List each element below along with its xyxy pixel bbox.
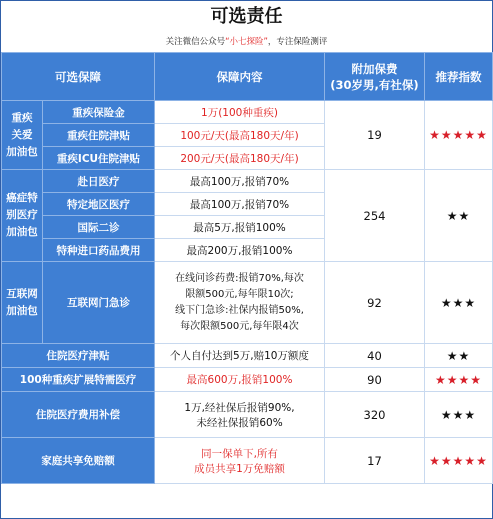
subtitle-suffix: ，专注保险测评 <box>267 37 328 47</box>
item-name: 特种进口药品费用 <box>43 239 155 262</box>
table-row <box>2 101 493 124</box>
item-content: 同一保单下,所有 成员共享1万免赔额 <box>155 438 325 484</box>
item-content: 个人自付达到5万,赔10万额度 <box>155 344 325 368</box>
item-content: 最高5万,报销100% <box>155 216 325 239</box>
table-header-row <box>2 53 493 101</box>
item-name: 100种重疾扩展特需医疗 <box>2 368 155 392</box>
table-row <box>2 392 493 438</box>
rating-stars: ★★★ <box>425 262 493 344</box>
item-name: 重疾保险金 <box>43 101 155 124</box>
table-row <box>2 170 493 193</box>
item-name: 国际二诊 <box>43 216 155 239</box>
price-cell: 90 <box>325 368 425 392</box>
header-rating: 推荐指数 <box>425 53 493 101</box>
table-row <box>2 262 493 344</box>
item-content: 200元/天(最高180天/年) <box>155 147 325 170</box>
price-cell: 254 <box>325 170 425 262</box>
header-price-line2: (30岁男,有社保) <box>330 77 419 92</box>
rating-stars: ★★★★★ <box>425 438 493 484</box>
group-cancer-special: 癌症特 别医疗 加油包 <box>2 170 43 262</box>
table-row <box>2 368 493 392</box>
item-content: 1万,经社保后报销90%, 未经社保报销60% <box>155 392 325 438</box>
rating-stars: ★★★★★ <box>425 101 493 170</box>
item-name: 住院医疗费用补偿 <box>2 392 155 438</box>
item-name: 特定地区医疗 <box>43 193 155 216</box>
item-name: 家庭共享免赔额 <box>2 438 155 484</box>
item-content: 最高100万,报销70% <box>155 170 325 193</box>
header-price <box>325 53 425 101</box>
price-cell: 320 <box>325 392 425 438</box>
options-table <box>1 52 493 484</box>
page-title: 可选责任 <box>210 6 283 27</box>
item-name: 住院医疗津贴 <box>2 344 155 368</box>
price-cell: 92 <box>325 262 425 344</box>
header-optional: 可选保障 <box>2 53 155 101</box>
group-critical-care: 重疾 关爱 加油包 <box>2 101 43 170</box>
group-internet: 互联网 加油包 <box>2 262 43 344</box>
item-content: 最高600万,报销100% <box>155 368 325 392</box>
item-content: 最高100万,报销70% <box>155 193 325 216</box>
item-content: 最高200万,报销100% <box>155 239 325 262</box>
item-name: 赴日医疗 <box>43 170 155 193</box>
item-name: 互联网门急诊 <box>43 262 155 344</box>
price-cell: 40 <box>325 344 425 368</box>
item-content: 100元/天(最高180天/年) <box>155 124 325 147</box>
table-row <box>2 438 493 484</box>
subtitle-prefix: 关注微信公众号 <box>165 37 226 47</box>
price-cell: 19 <box>325 101 425 170</box>
item-content: 在线问诊药费:报销70%,每次 限额500元,每年限10次; 线下门急诊:社保内报销50%, 每次限额500元,每年限4次 <box>155 262 325 344</box>
header-price-line1: 附加保费 <box>351 61 398 76</box>
item-name: 重疾住院津贴 <box>43 124 155 147</box>
item-name: 重疾ICU住院津贴 <box>43 147 155 170</box>
header-content: 保障内容 <box>155 53 325 101</box>
item-content: 1万(100种重疾) <box>155 101 325 124</box>
table-row <box>2 344 493 368</box>
rating-stars: ★★★ <box>425 392 493 438</box>
subtitle <box>1 32 492 52</box>
rating-stars: ★★★★ <box>425 368 493 392</box>
rating-stars: ★★ <box>425 344 493 368</box>
price-cell: 17 <box>325 438 425 484</box>
subtitle-account: “小七探险” <box>225 37 268 47</box>
rating-stars: ★★ <box>425 170 493 262</box>
